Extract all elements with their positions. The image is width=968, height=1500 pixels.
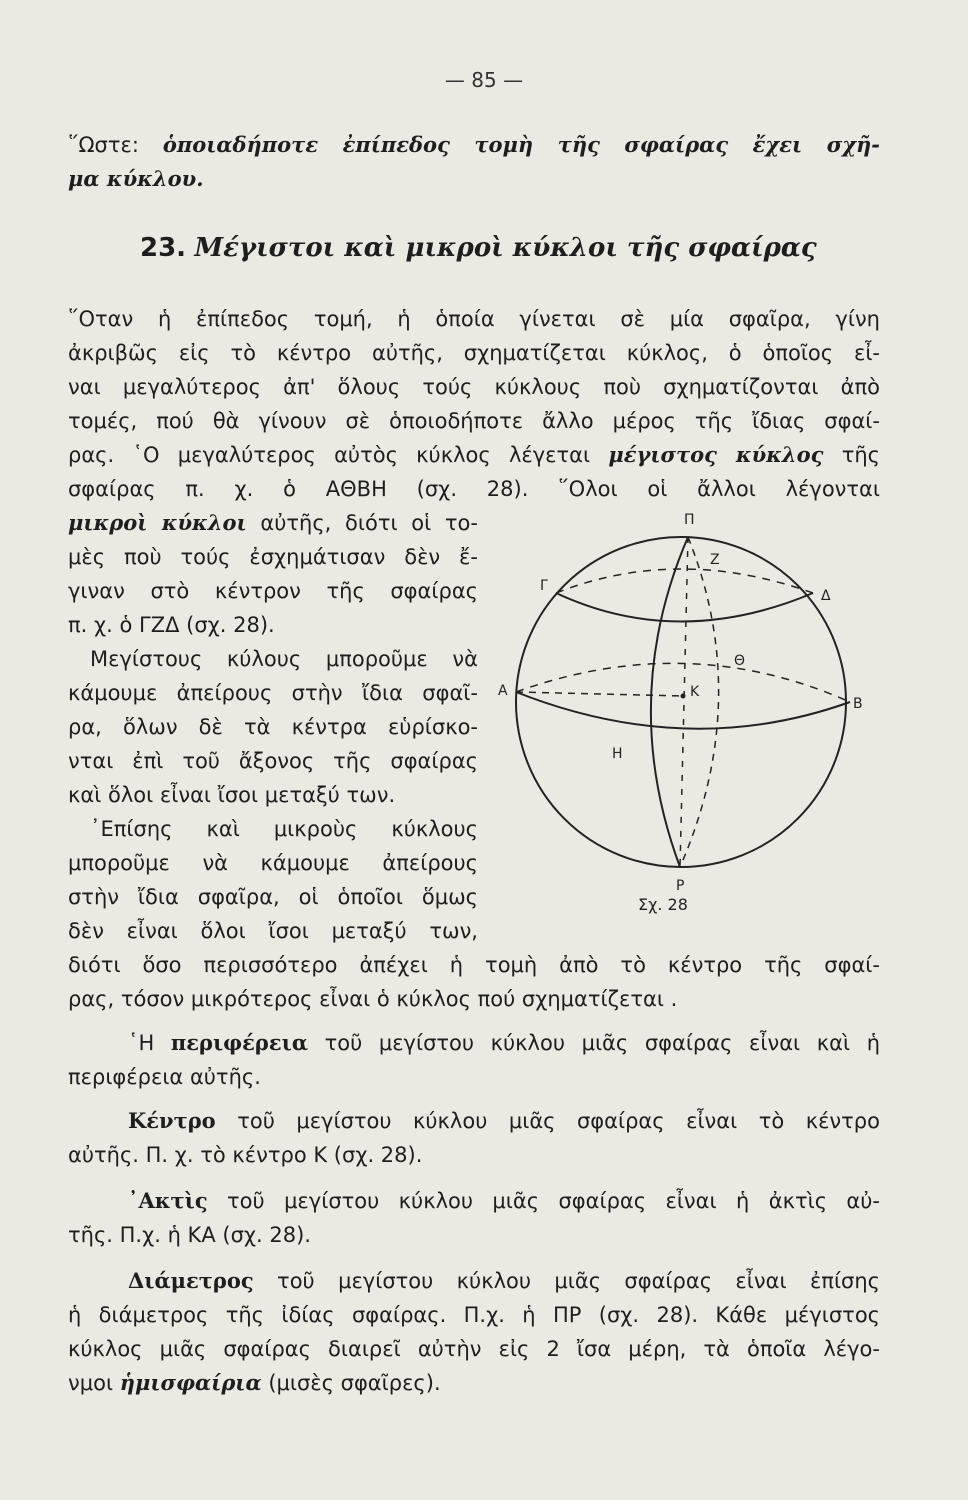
- section-number: 23.: [140, 233, 187, 263]
- intro-emphasis-end: μα κύκλου.: [68, 166, 204, 191]
- def-diameter-line-4: [68, 1366, 880, 1400]
- label-theta: Θ: [734, 653, 746, 669]
- para1-line-5: [68, 438, 880, 472]
- para3-line: δὲν εἶναι ὅλοι ἴσοι μεταξύ των,: [68, 919, 478, 943]
- para1-text: τῆς: [823, 443, 881, 467]
- label-z: Ζ: [710, 552, 720, 568]
- def-text: τοῦ μεγίστου κύκλου μιᾶς σφαίρας εἶναι ἡ ἀκτὶς αὐ-: [207, 1189, 880, 1213]
- para2-line: Μεγίστους κύλους μποροῦμε νὰ: [90, 647, 478, 671]
- def-text: νμοι: [68, 1371, 120, 1395]
- def-center-line-2: αὐτῆς. Π. χ. τὸ κέντρο Κ (σχ. 28).: [68, 1143, 423, 1167]
- def-periphery-line-1: [128, 1026, 880, 1060]
- meridian-back: [680, 537, 719, 867]
- label-beta: Β: [853, 696, 863, 712]
- axis-pr: [680, 537, 688, 867]
- def-diameter-line-2: ἡ διάμετρος τῆς ἰδίας σφαίρας. Π.χ. ἡ ΠΡ (σχ. 28). Κάθε μέγιστος: [68, 1303, 880, 1327]
- figure-caption: Σχ. 28: [638, 895, 688, 914]
- small-circle-back: [556, 569, 813, 593]
- term-small-circles: μικροὶ κύκλοι: [68, 510, 247, 535]
- def-text: τοῦ μεγίστου κύκλου μιᾶς σφαίρας εἶναι ἐπίσης: [253, 1269, 880, 1293]
- para3-line: στὴν ἴδια σφαῖρα, οἱ ὁποῖοι ὅμως: [68, 885, 478, 909]
- para1-line: γιναν στὸ κέντρον τῆς σφαίρας: [68, 579, 478, 603]
- intro-emphasis: ὁποιαδήποτε ἐπίπεδος τομὴ τῆς σφαίρας ἔχει σχῆ-: [162, 132, 880, 157]
- def-center-line-1: [128, 1104, 880, 1138]
- para1-text: ρας. ῾Ο μεγαλύτερος αὐτὸς κύκλος λέγεται: [68, 443, 609, 467]
- para2-line: καὶ ὅλοι εἶναι ἴσοι μεταξύ των.: [68, 783, 396, 807]
- def-radius-line-1: [128, 1184, 880, 1218]
- section-heading: [140, 230, 820, 266]
- label-delta: Δ: [821, 588, 831, 604]
- center-point: [681, 694, 686, 699]
- para2-line: κάμουμε ἀπείρους στὴν ἴδια σφαῖ-: [68, 681, 478, 705]
- para1-line: ῞Οταν ἡ ἐπίπεδος τομή, ἡ ὁποία γίνεται σὲ μία σφαῖρα, γίνη: [68, 307, 880, 331]
- page-number: — 85 —: [444, 68, 524, 92]
- para2-line: ρα, ὅλων δὲ τὰ κέντρα εὑρίσκο-: [68, 715, 478, 739]
- term-great-circle: μέγιστος κύκλος: [608, 442, 824, 467]
- para1-line: τομές, πού θὰ γίνουν σὲ ὁποιοδήποτε ἄλλο μέρος τῆς ἴδιας σφαί-: [68, 409, 880, 433]
- sphere-figure: [488, 500, 888, 930]
- label-eta: Η: [612, 746, 623, 762]
- def-periphery-line-2: περιφέρεια αὐτῆς.: [68, 1065, 261, 1089]
- para2-line: νται ἐπὶ τοῦ ἄξονος τῆς σφαίρας: [68, 749, 478, 773]
- para3-line: μποροῦμε νὰ κάμουμε ἀπείρους: [68, 851, 478, 875]
- label-kappa: Κ: [690, 684, 700, 700]
- intro-line-2: [68, 162, 880, 196]
- para3-line: διότι ὅσο περισσότερο ἀπέχει ἡ τομὴ ἀπὸ τὸ κέντρο τῆς σφαί-: [68, 953, 880, 977]
- def-radius-line-2: τῆς. Π.χ. ἡ ΚΑ (σχ. 28).: [68, 1223, 311, 1247]
- para1-line: ἀκριβῶς εἰς τὸ κέντρο αὐτῆς, σχηματίζεται κύκλος, ὁ ὁποῖος εἶ-: [68, 341, 880, 365]
- para3-line: ρας, τόσον μικρότερος εἶναι ὁ κύκλος πού σχηματίζεται .: [68, 987, 678, 1011]
- para1-line-7: [68, 506, 478, 540]
- label-pi: Π: [684, 512, 695, 528]
- label-gamma: Γ: [540, 578, 548, 594]
- section-title: Μέγιστοι καὶ μικροὶ κύκλοι τῆς σφαίρας: [194, 233, 817, 263]
- radius-ka: [516, 692, 683, 696]
- label-rho: Ρ: [676, 878, 685, 894]
- term-center: Κέντρο: [128, 1108, 216, 1133]
- term-diameter: Διάμετρος: [128, 1268, 254, 1293]
- def-text: (μισὲς σφαῖρες).: [261, 1371, 441, 1395]
- para1-text: αὐτῆς, διότι οἱ το-: [246, 511, 478, 535]
- intro-line-1: [68, 128, 880, 162]
- term-periphery: περιφέρεια: [170, 1030, 308, 1055]
- def-text: τοῦ μεγίστου κύκλου μιᾶς σφαίρας εἶναι καὶ ἡ: [308, 1031, 881, 1055]
- def-diameter-line-3: κύκλος μιᾶς σφαίρας διαιρεῖ αὐτὴν εἰς 2 ἴσα μέρη, τὰ ὁποῖα λέγο-: [68, 1337, 880, 1361]
- para1-line: π. χ. ὁ ΓΖΔ (σχ. 28).: [68, 613, 275, 637]
- term-radius: ᾿Ακτὶς: [128, 1188, 208, 1213]
- para1-line: σφαίρας π. χ. ὁ ΑΘΒΗ (σχ. 28). ῞Ολοι οἱ ἄλλοι λέγονται: [68, 477, 880, 501]
- para1-line: ναι μεγαλύτερος ἀπ' ὅλους τούς κύκλους ποὺ σχηματίζονται ἀπὸ: [68, 375, 880, 399]
- def-text: ῾Η: [128, 1031, 171, 1055]
- small-circle-front: [556, 593, 813, 622]
- label-alpha: Α: [498, 683, 508, 699]
- meridian-front: [651, 537, 688, 867]
- term-hemispheres: ἡμισφαίρια: [119, 1370, 262, 1395]
- def-diameter-line-1: [128, 1264, 880, 1298]
- para1-line: μὲς ποὺ τούς ἐσχημάτισαν δὲν ἔ-: [68, 545, 478, 569]
- para3-line: ᾿Επίσης καὶ μικροὺς κύκλους: [90, 817, 478, 841]
- intro-lead: ῞Ωστε:: [68, 133, 163, 157]
- def-text: τοῦ μεγίστου κύκλου μιᾶς σφαίρας εἶναι τὸ κέντρο: [215, 1109, 880, 1133]
